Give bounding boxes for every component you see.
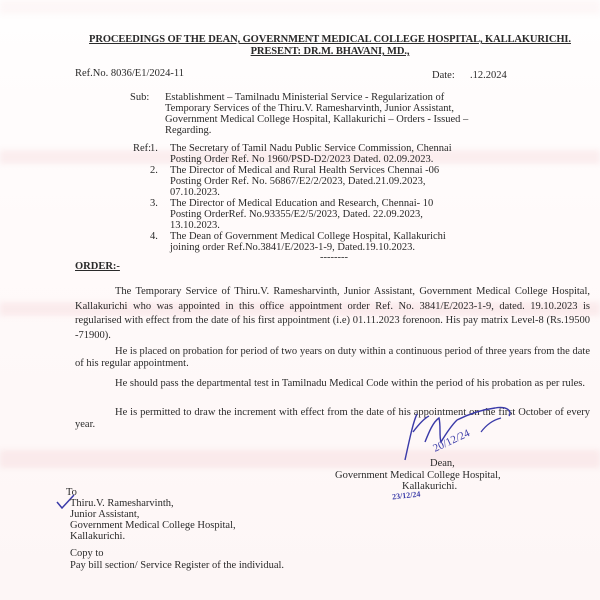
reference-number: 3.: [150, 198, 158, 209]
order-heading: ORDER:-: [75, 261, 120, 272]
date-value: .12.2024: [470, 70, 507, 81]
reference-line: The Director of Medical and Rural Health Services Chennai -06: [170, 165, 440, 176]
reference-line: Posting OrderRef. No.93355/E2/5/2023, Dated. 22.09.2023,: [170, 209, 423, 220]
subject-text: [165, 92, 575, 136]
reference-line: 13.10.2023.: [170, 220, 220, 231]
reference-line: Posting Order Ref. No. 56867/E2/2/2023, Dated.21.09.2023,: [170, 176, 426, 187]
signatory-office: Government Medical College Hospital,: [335, 470, 501, 481]
subject-line: Temporary Services of the Thiru.V. Ramesharvinth, Junior Assistant,: [165, 103, 455, 114]
references-label: Ref:: [133, 143, 152, 154]
reference-item: [150, 198, 580, 231]
copy-to-text: Pay bill section/ Service Register of the individual.: [70, 560, 285, 571]
reference-line: The Secretary of Tamil Nadu Public Service Commission, Chennai: [170, 143, 452, 154]
addressee-line: Kallakurichi.: [70, 531, 126, 542]
reference-line: 07.10.2023.: [170, 187, 220, 198]
reference-number: 1.: [150, 143, 158, 154]
paragraph-text: The Temporary Service of Thiru.V. Ramesharvinth, Junior Assistant, Government Medical College Hospital, Kallakurichi who was appointed in this office appointment order Ref. No. 3841/E/2023-1-9, dated. 19.10.2023 is regularised with effect from the date of his first appointment (i.e) 01.11.2023 forenoon. His pay matrix Level-8 (Rs.19500 -71900).: [75, 286, 590, 342]
present-line: PRESENT: DR.M. BHAVANI, MD.,: [250, 46, 410, 57]
to-label: To: [66, 487, 77, 498]
copy-to-label: Copy to: [70, 548, 104, 559]
reference-item: [150, 231, 580, 253]
signatory-place: Kallakurichi.: [402, 481, 458, 492]
paragraph-text: He is permitted to draw the increment with effect from the date of his appointment on the first October of every year.: [75, 407, 590, 430]
reference-number: Ref.No. 8036/E1/2024-11: [75, 68, 184, 79]
reference-line: joining order Ref.No.3841/E/2023-1-9, Dated.19.10.2023.: [170, 242, 415, 253]
reference-line: The Dean of Government Medical College Hospital, Kallakurichi: [170, 231, 446, 242]
addressee-line: Government Medical College Hospital,: [70, 520, 236, 531]
order-paragraph: [75, 378, 590, 390]
dean-signature: [395, 402, 525, 464]
reference-item: [150, 165, 580, 198]
proceedings-title: PROCEEDINGS OF THE DEAN, GOVERNMENT MEDICAL COLLEGE HOSPITAL, KALLAKURICHI.: [89, 34, 571, 45]
subject-line: Establishment – Tamilnadu Ministerial Service - Regularization of: [165, 92, 445, 103]
reference-line: Posting Order Ref. No 1960/PSD-D2/2023 Dated. 02.09.2023.: [170, 154, 434, 165]
signatory-designation: Dean,: [430, 458, 455, 469]
initial-date: 23/12/24: [391, 489, 421, 502]
subject-line: Government Medical College Hospital, Kallakurichi – Orders - Issued –: [165, 114, 469, 125]
order-paragraph: [75, 346, 590, 370]
subject-label: Sub:: [130, 92, 150, 103]
addressee: [70, 498, 236, 542]
addressee-line: Junior Assistant,: [70, 509, 140, 520]
order-paragraph: [75, 285, 590, 344]
separator: --------: [320, 252, 348, 263]
reference-item: [150, 143, 580, 165]
subject-line: Regarding.: [165, 125, 212, 136]
addressee-line: Thiru.V. Ramesharvinth,: [70, 498, 174, 509]
paragraph-text: He should pass the departmental test in Tamilnadu Medical Code within the period of his probation as per rules.: [115, 378, 586, 389]
svg-text:20/12/24: 20/12/24: [431, 427, 472, 455]
reference-number: 4.: [150, 231, 158, 242]
reference-line: The Director of Medical Education and Research, Chennai- 10: [170, 198, 434, 209]
references-list: [150, 143, 580, 253]
paragraph-text: He is placed on probation for period of two years on duty within a continuous period of three years from the date of his regular appointment.: [75, 346, 590, 369]
date-label: Date:: [432, 70, 455, 81]
reference-number: 2.: [150, 165, 158, 176]
